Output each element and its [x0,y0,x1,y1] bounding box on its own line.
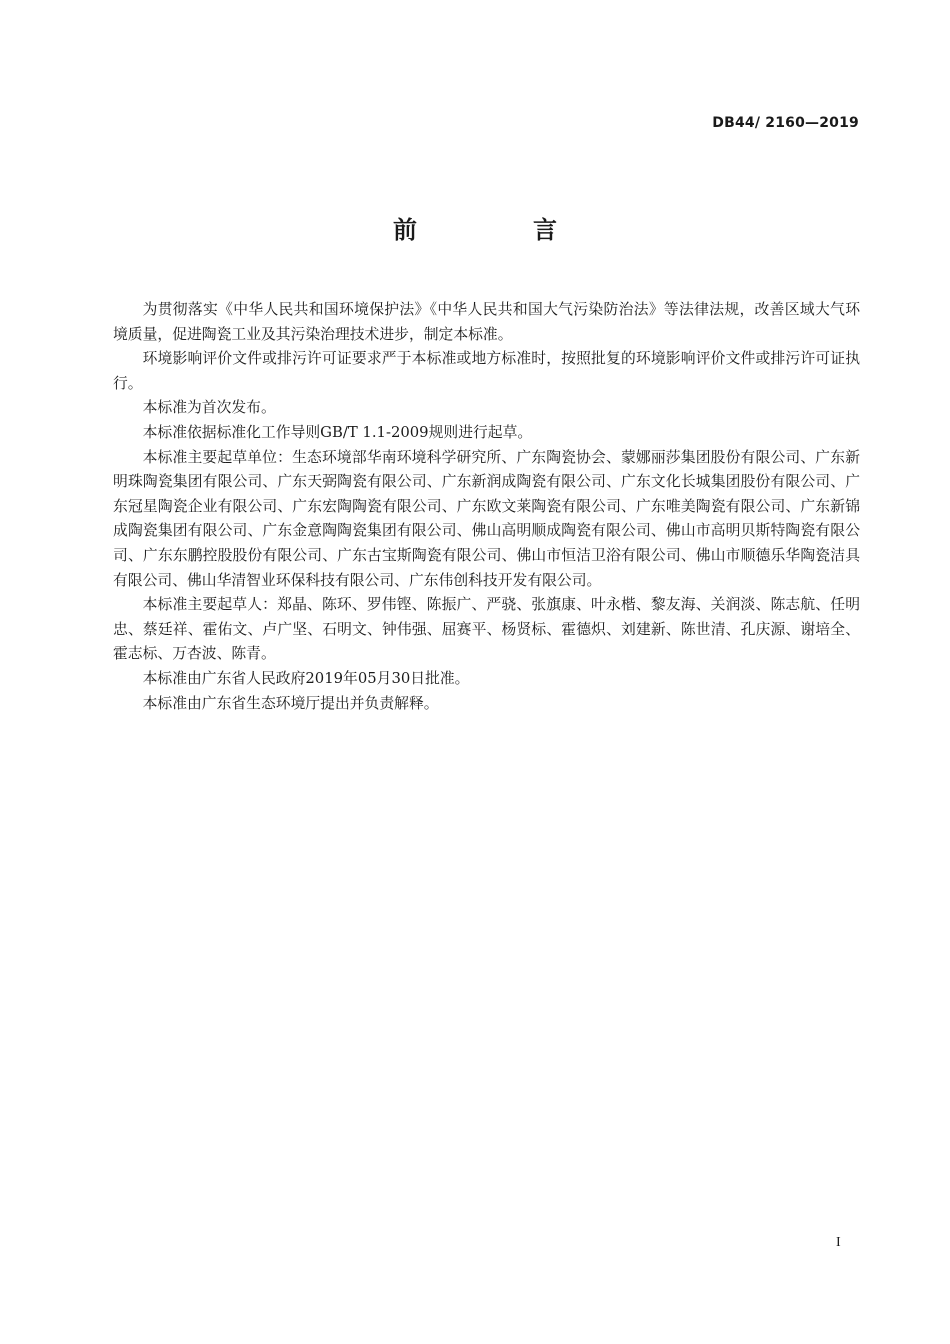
paragraph-purpose: 为贯彻落实《中华人民共和国环境保护法》《中华人民共和国大气污染防治法》等法律法规，改善区域大气环境质量，促进陶瓷工业及其污染治理技术进步，制定本标准。 [113,301,860,343]
page-number: I [836,1235,841,1250]
paragraph-first-release: 本标准为首次发布。 [142,399,276,417]
paragraph-interpretation: 本标准由广东省生态环境厅提出并负责解释。 [142,694,439,712]
foreword-body [113,298,860,716]
paragraph-drafting-units: 本标准主要起草单位：生态环境部华南环境科学研究所、广东陶瓷协会、蒙娜丽莎集团股份有限公司、广东新明珠陶瓷集团有限公司、广东天弼陶瓷有限公司、广东新润成陶瓷有限公司、广东文化长城集团股份有限公司、广东冠星陶瓷企业有限公司、广东宏陶陶瓷有限公司、广东欧文莱陶瓷有限公司、广东唯美陶瓷有限公司、广东新锦成陶瓷集团有限公司、广东金意陶陶瓷集团有限公司、佛山高明顺成陶瓷有限公司、佛山市高明贝斯特陶瓷有限公司、广东东鹏控股股份有限公司、广东古宝斯陶瓷有限公司、佛山市恒洁卫浴有限公司、佛山市顺德乐华陶瓷洁具有限公司、佛山华清智业环保科技有限公司、广东伟创科技开发有限公司。 [113,448,860,589]
paragraph-drafters: 本标准主要起草人：郑晶、陈环、罗伟铿、陈振广、严骁、张旗康、叶永楷、黎友海、关润淡、陈志航、任明忠、蔡廷祥、霍佑文、卢广坚、石明文、钟伟强、屈赛平、杨贤标、霍德炽、刘建新、陈世清、孔庆源、谢培全、霍志标、万杏波、陈青。 [113,596,860,663]
page-title: 前 言 [393,216,603,244]
paragraph-eia-permit: 环境影响评价文件或排污许可证要求严于本标准或地方标准时，按照批复的环境影响评价文件或排污许可证执行。 [113,350,860,392]
standard-code: DB44/ 2160—2019 [712,115,859,131]
paragraph-approval: 本标准由广东省人民政府2019年05月30日批准。 [142,669,470,687]
paragraph-drafting-rules: 本标准依据标准化工作导则GB/T 1.1-2009规则进行起草。 [142,423,533,441]
